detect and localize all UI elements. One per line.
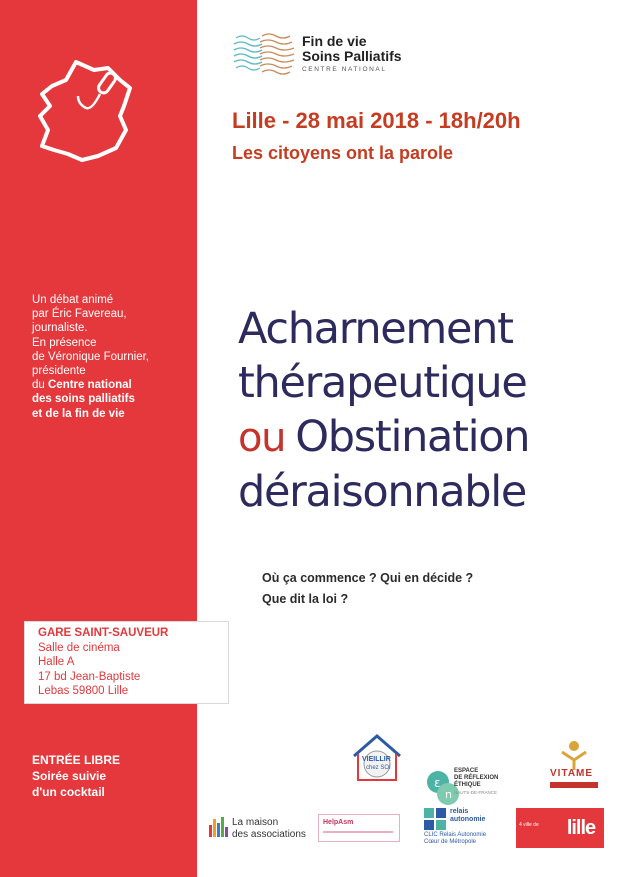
debate-line: [32, 378, 192, 392]
debate-line: présidente: [32, 365, 86, 378]
debate-line: journaliste.: [32, 322, 88, 335]
lille-prefix: 4 ville de: [519, 822, 539, 828]
helpasm-text: HelpAsm: [323, 819, 354, 826]
vitame-text: VITAME: [550, 768, 594, 779]
vitame-figure-icon: [544, 738, 604, 772]
debate-line: Un débat animé: [32, 294, 114, 306]
headline-ou: ou: [238, 415, 286, 461]
event-subtitle: Les citoyens ont la parole: [232, 143, 454, 163]
venue-name: GARE SAINT-SAUVEUR: [38, 627, 169, 639]
espace-text: DE RÉFLEXION: [454, 775, 499, 781]
espace-text: ESPACE: [454, 768, 479, 774]
venue-line: Salle de cinéma: [38, 641, 120, 654]
svg-text:ε: ε: [434, 776, 441, 790]
relais-text: autonomie: [450, 816, 486, 823]
wave-logo-icon: [232, 30, 298, 76]
debate-line: de Véronique Fournier,: [32, 350, 149, 363]
espace-ethique-logo: [424, 768, 534, 808]
left-sidebar: [0, 0, 197, 877]
france-map-microphone-icon: [28, 50, 148, 170]
question-line: Où ça commence ? Qui en décide ?: [262, 571, 474, 585]
relais-caption: Cœur de Métropole: [424, 839, 477, 845]
debate-line: par Éric Favereau,: [32, 308, 127, 321]
logo-title-1: Fin de vie: [302, 33, 367, 49]
entry-info: [32, 752, 120, 800]
question-line: Que dit la loi ?: [262, 592, 349, 606]
vieillir-chez-soi-logo: [348, 730, 406, 788]
entry-line: ENTRÉE LIBRE: [32, 753, 121, 767]
headline-line: déraisonnable: [238, 467, 527, 517]
debate-line-prefix: du: [32, 379, 48, 392]
espace-text: HAUTS-DE-FRANCE: [454, 790, 498, 795]
venue-line: Halle A: [38, 656, 75, 668]
venue-box: [24, 621, 229, 704]
maison-associations-logo: [208, 815, 308, 855]
logo-title-2: Soins Palliatifs: [302, 48, 402, 64]
headline-line-3: [238, 410, 529, 465]
venue-line: Lebas 59800 Lille: [38, 685, 129, 697]
relais-icon: [424, 808, 446, 830]
vieillir-text: chez SOI: [366, 765, 391, 771]
logo-text: [302, 34, 402, 73]
maison-bars-icon: [208, 815, 230, 839]
vitame-bar: [550, 782, 598, 788]
headline-line: Acharnement: [238, 304, 513, 354]
headline: [238, 302, 529, 519]
headline-line: Obstination: [295, 412, 530, 462]
ville-de-lille-logo: [516, 808, 558, 848]
relais-text: relais: [450, 808, 469, 815]
maison-text: La maison: [232, 817, 279, 828]
helpasm-logo: [318, 814, 400, 842]
debate-line-bold: Centre national: [48, 379, 132, 392]
espace-text: ÉTHIQUE: [454, 782, 481, 788]
headline-line: thérapeutique: [238, 358, 527, 408]
debate-line: et de la fin de vie: [32, 407, 125, 420]
entry-line: d'un cocktail: [32, 785, 105, 799]
debate-line: En présence: [32, 336, 97, 349]
partner-logos: [196, 720, 620, 877]
entry-line: Soirée suivie: [32, 769, 107, 783]
event-date-time: Lille - 28 mai 2018 - 18h/20h: [232, 108, 521, 133]
debate-info: [32, 293, 192, 421]
questions: [262, 568, 473, 610]
relais-caption: CLIC Relais Autonomie: [424, 832, 487, 838]
fin-de-vie-logo: [232, 30, 472, 80]
debate-line: des soins palliatifs: [32, 393, 135, 406]
logo-subtitle: CENTRE NATIONAL: [302, 66, 387, 73]
lille-wordmark: lille: [558, 808, 604, 848]
vitame-logo: [544, 738, 604, 798]
maison-text: des associations: [232, 829, 306, 840]
svg-text:n: n: [445, 788, 452, 801]
vieillir-text: VIEILLIR: [362, 756, 391, 763]
helpasm-bar: [323, 831, 393, 833]
venue-line: 17 bd Jean-Baptiste: [38, 670, 141, 683]
